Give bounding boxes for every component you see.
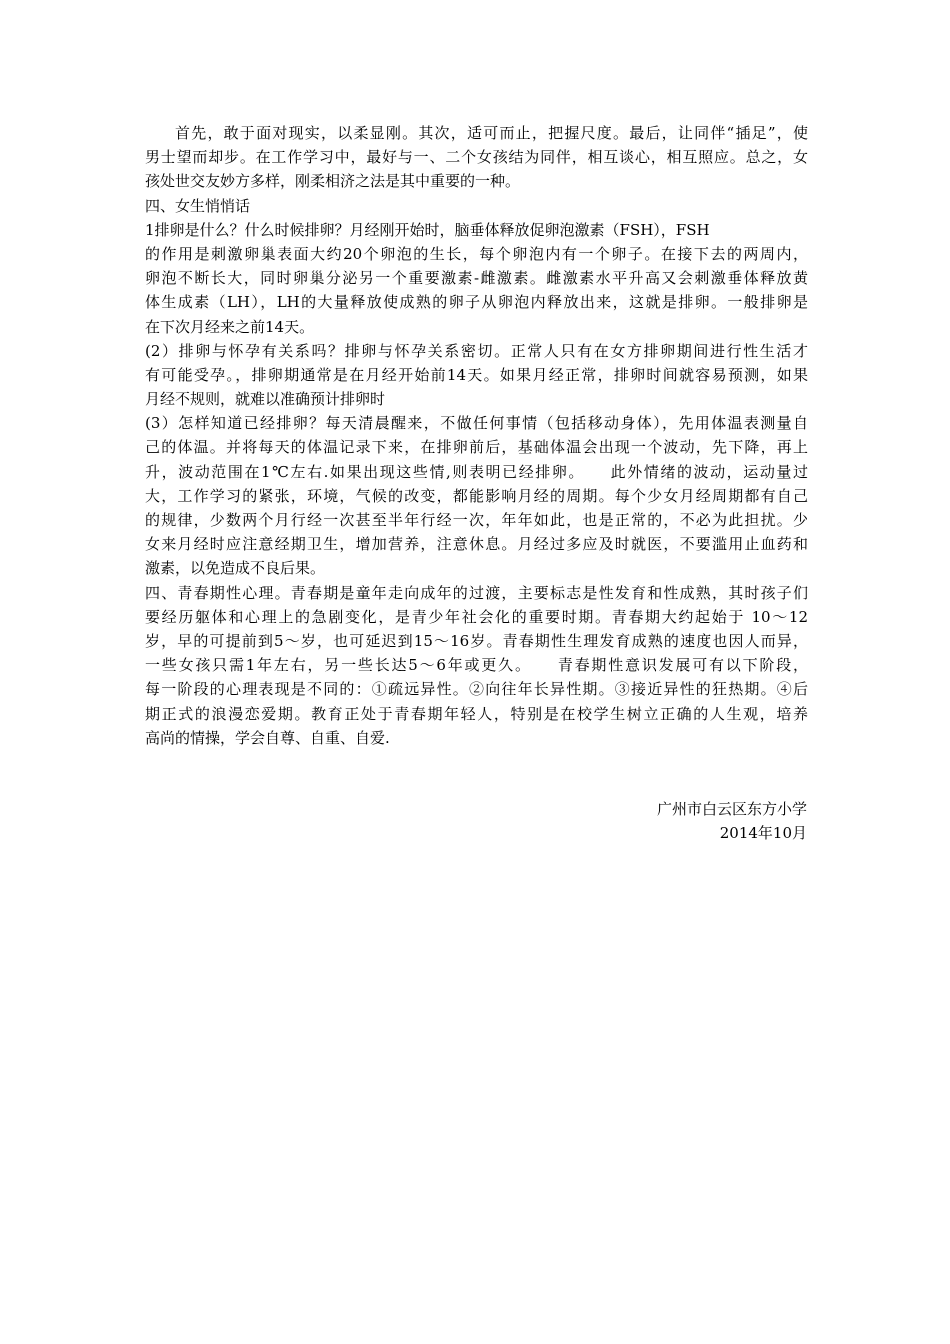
text-line: 大，工作学习的紧张，环境，气候的改变，都能影响月经的周期。每个少女月经周期都有自己 [145, 486, 808, 505]
text-line: 首先，敢于面对现实，以柔显刚。其次，适可而止，把握尺度。最后，让同伴“插足”，使 [175, 124, 808, 142]
text-line: 升，波动范围在1℃左右.如果出现这些情,则表明已经排卵。 此外情绪的波动，运动量过 [145, 462, 808, 481]
text-line: 要经历躯体和心理上的急剧变化，是青少年社会化的重要时期。青春期大约起始于 10～12 [145, 607, 808, 626]
text-line: (3）怎样知道已经排卵？每天清晨醒来，不做任何事情（包括移动身体），先用体温表测量自 [145, 414, 808, 433]
text-line: 1排卵是什么？什么时候排卵？月经刚开始时，脑垂体释放促卵泡激素（FSH），FSH [145, 220, 710, 239]
text-line: 每一阶段的心理表现是不同的：①疏远异性。②向往年长异性期。③接近异性的狂热期。④后 [145, 680, 808, 699]
text-line: 己的体温。并将每天的体温记录下来，在排卵前后，基础体温会出现一个波动，先下降，再上 [145, 438, 808, 457]
signature-block [560, 797, 807, 845]
text-line: 一些女孩只需1年左右，另一些长达5～6年或更久。 青春期性意识发展可有以下阶段， [145, 656, 808, 675]
text-line: 岁，早的可提前到5～岁，也可延迟到15～16岁。青春期性生理发育成熟的速度也因人而异， [145, 631, 808, 650]
text-line: 男士望而却步。在工作学习中，最好与一、二个女孩结为同伴，相互谈心，相互照应。总之，女 [145, 148, 808, 167]
text-line: 在下次月经来之前14天。 [145, 317, 315, 336]
signature-organization: 广州市白云区东方小学 [656, 800, 807, 818]
text-line: 高尚的情操，学会自尊、自重、自爱. [145, 728, 390, 747]
text-line: 四、女生悄悄话 [145, 196, 251, 215]
text-line: 的作用是刺激卵巢表面大约20个卵泡的生长，每个卵泡内有一个卵子。在接下去的两周内， [145, 244, 808, 263]
text-line: 孩处世交友妙方多样，刚柔相济之法是其中重要的一种。 [145, 172, 521, 191]
text-line: 卵泡不断长大，同时卵巢分泌另一个重要激素-雌激素。雌激素水平升高又会刺激垂体释放黄 [145, 269, 808, 288]
document-body [145, 121, 808, 750]
signature-date: 2014年10月 [719, 824, 807, 842]
text-line: 女来月经时应注意经期卫生，增加营养，注意休息。月经过多应及时就医，不要滥用止血药和 [145, 535, 808, 554]
text-line: 四、青春期性心理。青春期是童年走向成年的过渡，主要标志是性发育和性成熟，其时孩子们 [145, 583, 808, 602]
text-line: 的规律，少数两个月行经一次甚至半年行经一次，年年如此，也是正常的，不必为此担扰。少 [145, 511, 808, 529]
text-line: 月经不规则，就难以准确预计排卵时 [145, 390, 386, 409]
text-line: 激素，以免造成不良后果。 [145, 559, 326, 578]
text-line: 期正式的浪漫恋爱期。教育正处于青春期年轻人，特别是在校学生树立正确的人生观，培养 [145, 704, 808, 723]
text-line: 有可能受孕。，排卵期通常是在月经开始前14天。如果月经正常，排卵时间就容易预测，如果 [145, 365, 808, 384]
text-line: (2）排卵与怀孕有关系吗？排卵与怀孕关系密切。正常人只有在女方排卵期间进行性生活才 [145, 341, 808, 360]
text-line: 体生成素（LH），LH的大量释放使成熟的卵子从卵泡内释放出来，这就是排卵。一般排卵是 [145, 293, 808, 312]
